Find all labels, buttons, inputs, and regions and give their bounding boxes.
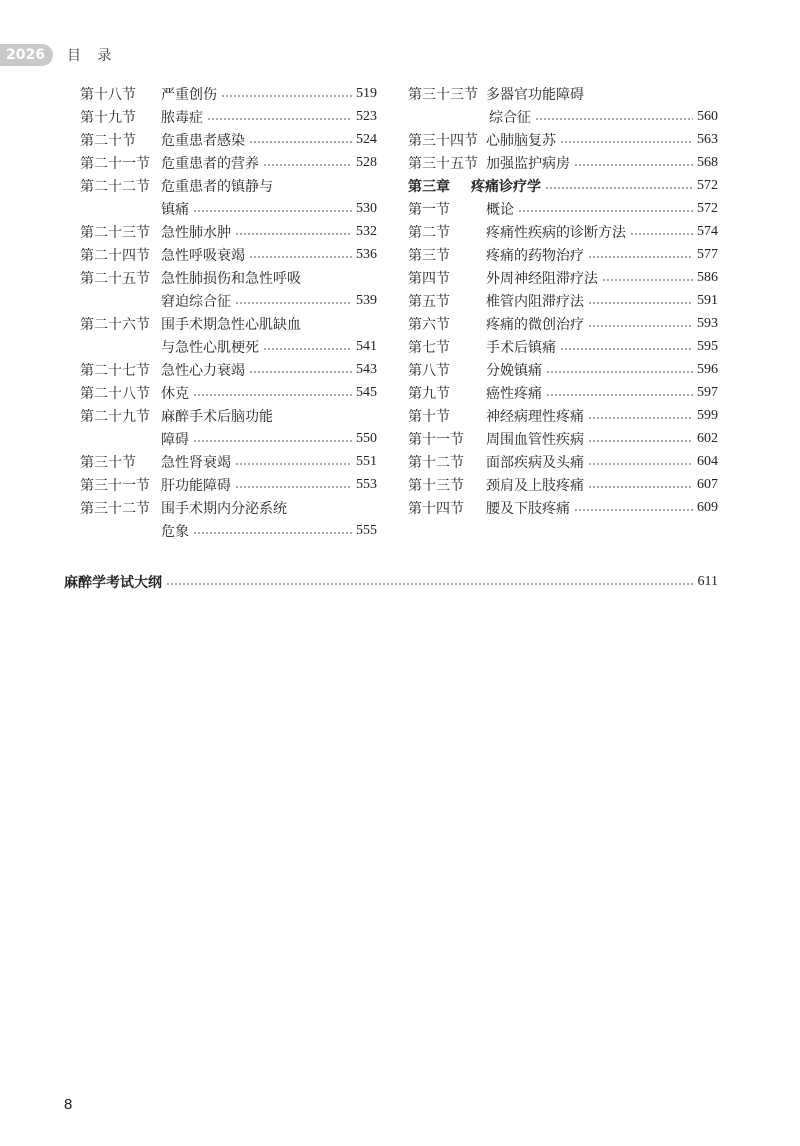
leader-dots <box>193 532 352 534</box>
toc-entry-title: 危重患者的镇静与 <box>161 178 273 195</box>
header-title: 目 录 <box>66 48 118 64</box>
toc-entry-page: 543 <box>356 361 377 377</box>
toc-entry[interactable] <box>408 404 718 427</box>
toc-entry-number: 第二十节 <box>80 132 136 149</box>
toc-entry-page: 528 <box>356 154 377 170</box>
toc-outline-entry[interactable] <box>64 570 718 593</box>
toc-entry-number: 第五节 <box>408 293 450 310</box>
toc-entry-number: 第三章 <box>408 178 450 195</box>
toc-entry-number: 第十四节 <box>408 500 464 517</box>
toc-entry-title-continued: 危象 <box>161 523 189 540</box>
leader-dots <box>193 394 352 396</box>
toc-entry-title: 腰及下肢疼痛 <box>486 500 570 517</box>
toc-entry-title-continued: 与急性心肌梗死 <box>161 339 259 356</box>
toc-entry-continuation[interactable] <box>408 105 718 128</box>
toc-entry-number: 第三十五节 <box>408 155 478 172</box>
toc-entry-page: 602 <box>697 430 718 446</box>
toc-entry-number: 第二十六节 <box>80 316 150 333</box>
leader-dots <box>263 164 352 166</box>
leader-dots <box>574 509 693 511</box>
toc-entry-title: 疼痛诊疗学 <box>471 178 541 195</box>
toc-entry[interactable] <box>408 335 718 358</box>
toc-entry[interactable] <box>80 174 377 197</box>
toc-entry-number: 第二十八节 <box>80 385 150 402</box>
toc-entry-title: 危重患者的营养 <box>161 155 259 172</box>
toc-entry-page: 536 <box>356 246 377 262</box>
toc-entry[interactable] <box>408 427 718 450</box>
toc-entry-number: 第十一节 <box>408 431 464 448</box>
toc-entry-title-continued: 综合征 <box>489 109 531 126</box>
toc-entry[interactable] <box>408 312 718 335</box>
leader-dots <box>588 486 693 488</box>
toc-entry-number: 第十三节 <box>408 477 464 494</box>
toc-entry-page: 568 <box>697 154 718 170</box>
leader-dots <box>221 95 352 97</box>
leader-dots <box>249 371 352 373</box>
toc-entry[interactable] <box>80 82 377 105</box>
leader-dots <box>249 141 352 143</box>
toc-entry[interactable] <box>408 197 718 220</box>
toc-entry-continuation[interactable] <box>80 335 377 358</box>
toc-entry-title-continued: 镇痛 <box>161 201 189 218</box>
toc-entry-page: 555 <box>356 522 377 538</box>
toc-entry-title: 加强监护病房 <box>486 155 570 172</box>
toc-entry-number: 第二十四节 <box>80 247 150 264</box>
toc-entry-page: 593 <box>697 315 718 331</box>
leader-dots <box>207 118 352 120</box>
toc-entry[interactable] <box>408 289 718 312</box>
leader-dots <box>588 325 693 327</box>
toc-entry[interactable] <box>80 128 377 151</box>
toc-entry-title: 脓毒症 <box>161 109 203 126</box>
toc-entry-title: 疼痛的微创治疗 <box>486 316 584 333</box>
toc-entry-page: 577 <box>697 246 718 262</box>
toc-entry-number: 第八节 <box>408 362 450 379</box>
toc-entry-number: 第四节 <box>408 270 450 287</box>
toc-entry[interactable] <box>408 473 718 496</box>
leader-dots <box>193 210 352 212</box>
toc-entry-page: 530 <box>356 200 377 216</box>
toc-entry-page: 604 <box>697 453 718 469</box>
toc-entry-title: 外周神经阻滞疗法 <box>486 270 598 287</box>
toc-entry-title: 肝功能障碍 <box>161 477 231 494</box>
toc-entry[interactable] <box>408 381 718 404</box>
leader-dots <box>535 118 693 120</box>
toc-entry-number: 第十节 <box>408 408 450 425</box>
toc-entry[interactable] <box>80 151 377 174</box>
toc-entry-number: 第三十一节 <box>80 477 150 494</box>
toc-entry[interactable] <box>80 473 377 496</box>
toc-left-column <box>80 82 377 542</box>
toc-entry-continuation[interactable] <box>80 519 377 542</box>
toc-entry-title: 围手术期内分泌系统 <box>161 500 287 517</box>
toc-entry[interactable] <box>408 128 718 151</box>
toc-entry-title: 急性肺水肿 <box>161 224 231 241</box>
leader-dots <box>588 302 693 304</box>
toc-entry-page: 607 <box>697 476 718 492</box>
toc-entry-page: 560 <box>697 108 718 124</box>
toc-entry-title: 分娩镇痛 <box>486 362 542 379</box>
toc-entry-page: 524 <box>356 131 377 147</box>
toc-entry-title: 危重患者感染 <box>161 132 245 149</box>
toc-entry-title: 概论 <box>486 201 514 218</box>
leader-dots <box>235 486 352 488</box>
toc-entry-continuation[interactable] <box>80 427 377 450</box>
leader-dots <box>560 141 693 143</box>
toc-entry-title: 癌性疼痛 <box>486 385 542 402</box>
toc-entry[interactable] <box>80 105 377 128</box>
toc-entry-page: 551 <box>356 453 377 469</box>
leader-dots <box>263 348 352 350</box>
leader-dots <box>166 583 694 585</box>
toc-entry-title: 严重创伤 <box>161 86 217 103</box>
toc-entry-continuation[interactable] <box>80 289 377 312</box>
toc-entry-title: 周围血管性疾病 <box>486 431 584 448</box>
toc-entry-page: 609 <box>697 499 718 515</box>
leader-dots <box>560 348 693 350</box>
toc-entry-page: 545 <box>356 384 377 400</box>
toc-entry[interactable] <box>80 312 377 335</box>
toc-entry-title: 疼痛性疾病的诊断方法 <box>486 224 626 241</box>
toc-entry-number: 第九节 <box>408 385 450 402</box>
toc-entry-title-continued: 障碍 <box>161 431 189 448</box>
toc-entry-title: 急性肺损伤和急性呼吸 <box>161 270 301 287</box>
toc-entry-title: 疼痛的药物治疗 <box>486 247 584 264</box>
toc-entry[interactable] <box>80 358 377 381</box>
leader-dots <box>546 371 693 373</box>
toc-entry-number: 第二十五节 <box>80 270 150 287</box>
toc-entry-page: 541 <box>356 338 377 354</box>
toc-entry-number: 第二十七节 <box>80 362 150 379</box>
toc-entry-number: 第二十九节 <box>80 408 150 425</box>
toc-entry-title: 围手术期急性心肌缺血 <box>161 316 301 333</box>
toc-entry-number: 第十八节 <box>80 86 136 103</box>
toc-entry-page: 550 <box>356 430 377 446</box>
toc-entry-title: 椎管内阻滞疗法 <box>486 293 584 310</box>
toc-entry-title: 麻醉手术后脑功能 <box>161 408 273 425</box>
page-number: 8 <box>64 1096 73 1113</box>
toc-entry-page: 523 <box>356 108 377 124</box>
toc-entry-page: 574 <box>697 223 718 239</box>
leader-dots <box>235 233 352 235</box>
leader-dots <box>235 302 352 304</box>
toc-entry-number: 第三节 <box>408 247 450 264</box>
toc-entry-number: 第三十节 <box>80 454 136 471</box>
toc-entry[interactable] <box>408 243 718 266</box>
leader-dots <box>235 463 352 465</box>
leader-dots <box>546 394 693 396</box>
toc-entry-number: 第三十三节 <box>408 86 478 103</box>
toc-entry-title: 颈肩及上肢疼痛 <box>486 477 584 494</box>
toc-entry-page: 611 <box>697 573 718 589</box>
toc-entry-number: 第二十三节 <box>80 224 150 241</box>
toc-entry-number: 第十九节 <box>80 109 136 126</box>
toc-entry-title: 急性心力衰竭 <box>161 362 245 379</box>
toc-entry-page: 519 <box>356 85 377 101</box>
toc-entry[interactable] <box>80 450 377 473</box>
toc-entry[interactable] <box>80 381 377 404</box>
toc-entry-number: 第二节 <box>408 224 450 241</box>
toc-entry-number: 第一节 <box>408 201 450 218</box>
toc-entry-continuation[interactable] <box>80 197 377 220</box>
toc-entry[interactable] <box>80 243 377 266</box>
toc-entry[interactable] <box>408 220 718 243</box>
toc-entry-number: 第三十四节 <box>408 132 478 149</box>
toc-entry-page: 532 <box>356 223 377 239</box>
toc-entry-title: 心肺脑复苏 <box>486 132 556 149</box>
leader-dots <box>518 210 693 212</box>
page-header <box>0 44 117 66</box>
toc-entry-number: 第三十二节 <box>80 500 150 517</box>
toc-entry-title: 急性呼吸衰竭 <box>161 247 245 264</box>
toc-entry[interactable] <box>408 496 718 519</box>
leader-dots <box>193 440 352 442</box>
toc-entry-page: 553 <box>356 476 377 492</box>
toc-entry-page: 595 <box>697 338 718 354</box>
leader-dots <box>630 233 693 235</box>
toc-entry[interactable] <box>80 266 377 289</box>
toc-entry-page: 586 <box>697 269 718 285</box>
toc-entry-number: 第十二节 <box>408 454 464 471</box>
toc-entry-page: 539 <box>356 292 377 308</box>
toc-entry-title: 急性肾衰竭 <box>161 454 231 471</box>
toc-entry-title: 手术后镇痛 <box>486 339 556 356</box>
toc-entry-title: 麻醉学考试大纲 <box>64 574 162 591</box>
toc-entry-title: 休克 <box>161 385 189 402</box>
toc-entry[interactable] <box>408 151 718 174</box>
toc-entry-title: 面部疾病及头痛 <box>486 454 584 471</box>
toc-entry-title-continued: 窘迫综合征 <box>161 293 231 310</box>
leader-dots <box>249 256 352 258</box>
toc-entry-page: 563 <box>697 131 718 147</box>
toc-entry-title: 多器官功能障碍 <box>486 86 584 103</box>
toc-entry-page: 572 <box>697 200 718 216</box>
toc-entry-number: 第二十一节 <box>80 155 150 172</box>
toc-entry-title: 神经病理性疼痛 <box>486 408 584 425</box>
toc-entry-page: 599 <box>697 407 718 423</box>
leader-dots <box>588 440 693 442</box>
toc-entry[interactable] <box>408 358 718 381</box>
toc-entry-number: 第六节 <box>408 316 450 333</box>
leader-dots <box>588 256 693 258</box>
toc-entry-page: 572 <box>697 177 718 193</box>
leader-dots <box>602 279 693 281</box>
leader-dots <box>588 463 693 465</box>
toc-entry[interactable] <box>408 82 718 105</box>
toc-entry-page: 596 <box>697 361 718 377</box>
toc-entry[interactable] <box>408 450 718 473</box>
toc-entry[interactable] <box>80 220 377 243</box>
toc-entry-number: 第七节 <box>408 339 450 356</box>
toc-entry-page: 591 <box>697 292 718 308</box>
leader-dots <box>574 164 693 166</box>
leader-dots <box>588 417 693 419</box>
toc-entry[interactable] <box>80 496 377 519</box>
toc-right-column <box>408 82 718 519</box>
leader-dots <box>545 187 693 189</box>
year-badge: 2026 <box>0 44 53 66</box>
toc-entry-page: 597 <box>697 384 718 400</box>
toc-entry-number: 第二十二节 <box>80 178 150 195</box>
toc-chapter-entry[interactable] <box>408 174 718 197</box>
toc-entry[interactable] <box>408 266 718 289</box>
toc-entry[interactable] <box>80 404 377 427</box>
